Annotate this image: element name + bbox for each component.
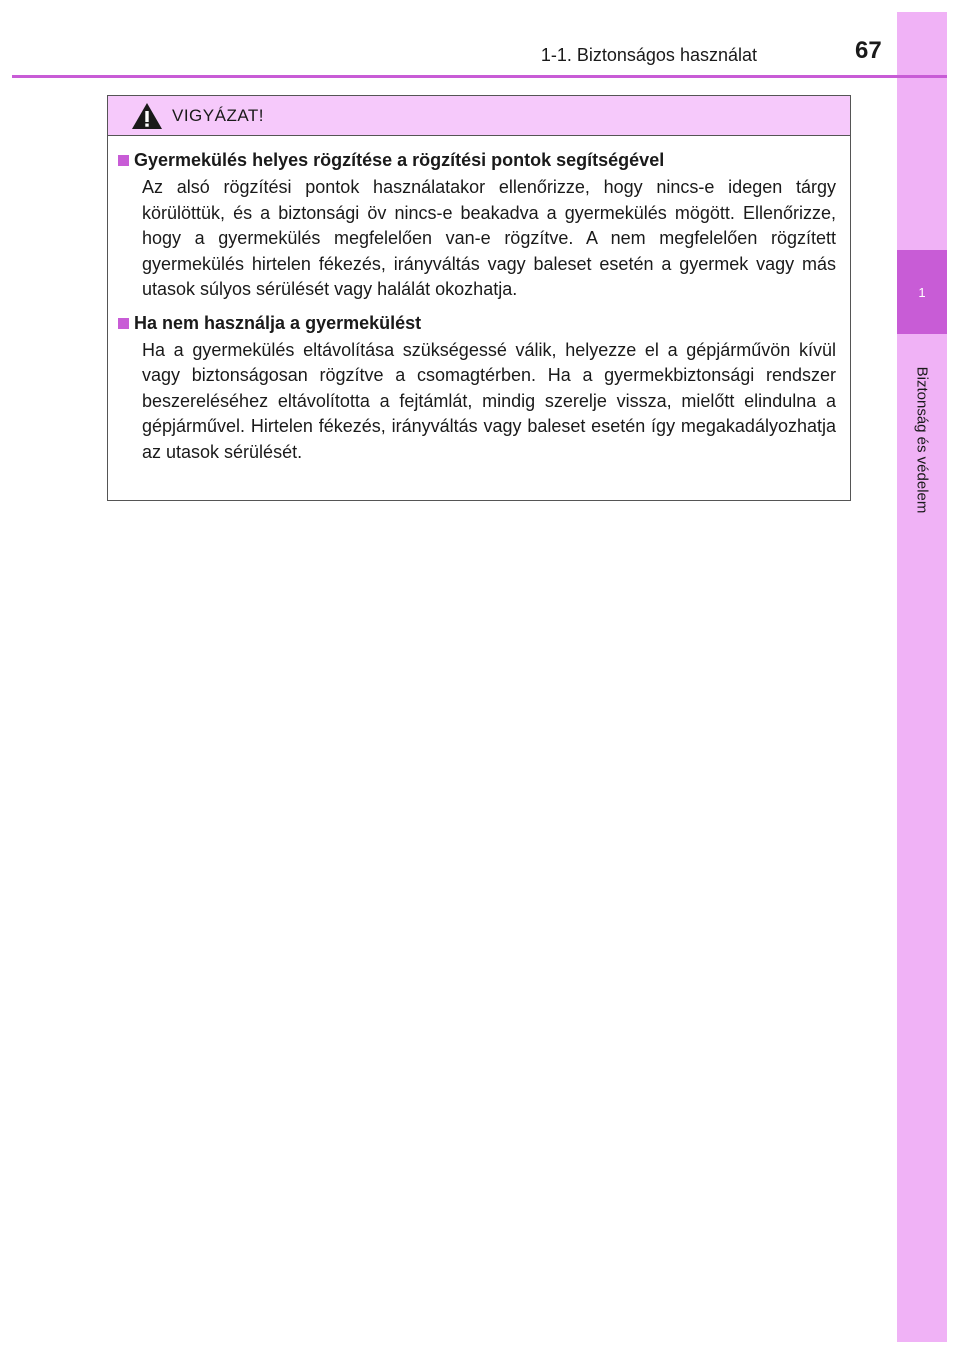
caution-box	[107, 95, 851, 501]
caution-section-2	[118, 313, 836, 466]
section-heading-text: Ha nem használja a gyermekülést	[134, 312, 422, 333]
section-heading	[118, 313, 836, 334]
chapter-title: Biztonság és védelem	[913, 366, 931, 514]
warning-triangle-icon	[130, 101, 164, 131]
section-title: 1-1. Biztonságos használat	[540, 45, 757, 65]
section-heading-text: Gyermekülés helyes rögzítése a rögzítési pontok segítségével	[134, 150, 665, 170]
caution-header	[108, 96, 850, 136]
chapter-side-tab	[897, 12, 947, 1342]
caution-section-1	[118, 150, 836, 303]
bullet-square-icon	[118, 318, 129, 329]
caution-body	[108, 136, 850, 465]
caution-title: VIGYÁZAT!	[172, 105, 265, 125]
chapter-number-tab	[897, 250, 947, 334]
page-number: 67	[855, 37, 882, 64]
section-heading	[118, 150, 836, 171]
section-text: Ha a gyermekülés eltávolítása szükségessé válik, helyezze el a gépjárművön kívül vagy biztonságosan rögzítve a csomagtérben. Ha a gyermekbiztonsági rendszer beszereléséhez eltávolította a fejtámlát, mindig szerelje vissza, mielőtt elindulna a gépjárművel. Hirtelen fékezés, irányváltás vagy baleset esetén így megakadályozhatja az utasok sérülését.	[142, 339, 836, 462]
section-text: Az alsó rögzítési pontok használatakor ellenőrizze, hogy nincs-e idegen tárgy körülöttük, és a biztonsági öv nincs-e beakadva a gyermekülés mögött. Ellenőrizze, hogy a gyermekülés megfelelően van-e rögzítve. A nem megfelelően rögzített gyermekülés hirtelen fékezés, irányváltás vagy baleset esetén a gyermek vagy más utasok súlyos sérülését vagy halálát okozhatja.	[142, 177, 836, 299]
header-rule	[12, 75, 947, 78]
chapter-number: 1	[918, 284, 926, 300]
bullet-square-icon	[118, 155, 129, 166]
